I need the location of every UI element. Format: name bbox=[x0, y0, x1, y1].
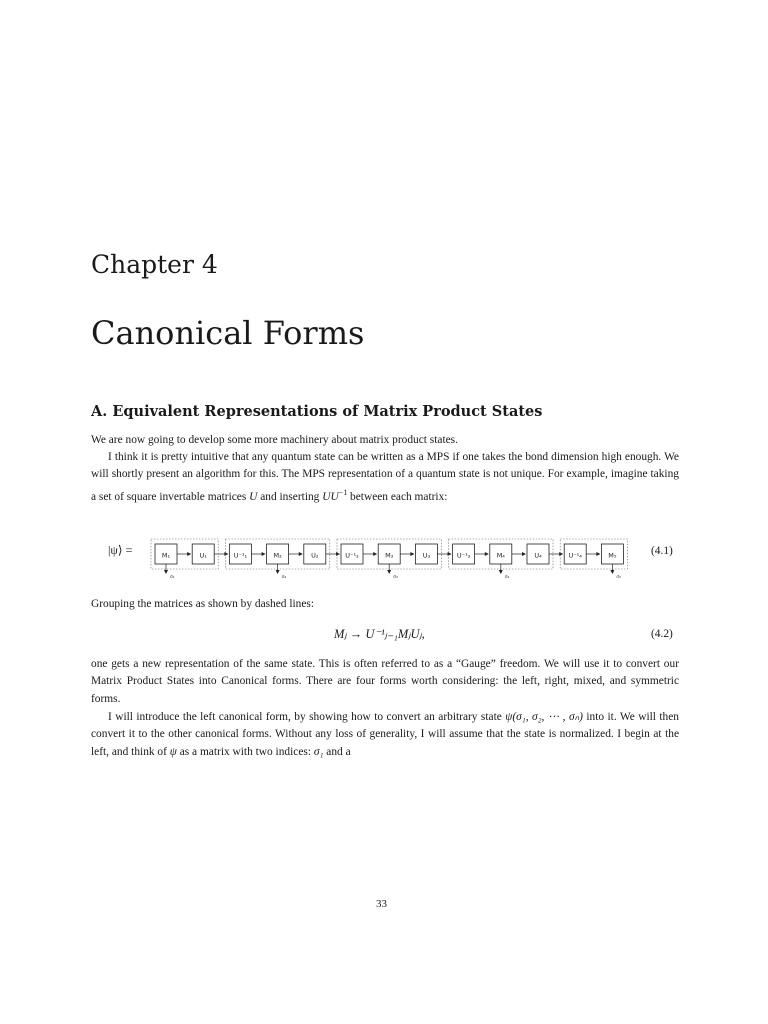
physical-leg-arrow-3 bbox=[499, 570, 503, 574]
p5-text-1: I will introduce the left canonical form, by showing how to convert an arbitrary state bbox=[108, 711, 506, 723]
paragraph-gauge-freedom: one gets a new representation of the same state. This is often referred to as a “Gauge” freedom. We will use it to convert our Matrix Product States into Canonical forms. There are four forms worth considering: the left, right, mixed, and symmetric forms. bbox=[91, 658, 679, 705]
bond-arrow-1 bbox=[224, 552, 228, 556]
p2-text-2: and inserting bbox=[257, 490, 323, 503]
mps-diagram-svg bbox=[149, 535, 709, 585]
tensor-label-1: U₁ bbox=[199, 551, 207, 560]
tensor-label-11: U⁻¹₄ bbox=[568, 551, 582, 560]
bond-arrow-8 bbox=[485, 552, 489, 556]
physical-leg-label-3: σ₄ bbox=[504, 575, 510, 580]
p5-math-state: ψ(σ₁, σ₂, ⋯ , σₙ) bbox=[505, 711, 583, 723]
tensor-label-4: U₂ bbox=[311, 551, 319, 560]
physical-leg-label-4: σ₅ bbox=[616, 575, 622, 580]
p5-math-sigma: σ₁ bbox=[313, 745, 324, 758]
paragraph-left-canonical bbox=[91, 709, 679, 761]
physical-leg-label-2: σ₃ bbox=[393, 575, 398, 580]
tensor-label-3: M₂ bbox=[273, 551, 282, 560]
tensor-label-2: U⁻¹₁ bbox=[233, 551, 248, 560]
tensor-label-6: M₃ bbox=[385, 551, 394, 560]
bond-arrow-5 bbox=[373, 552, 377, 556]
bond-arrow-0 bbox=[187, 552, 191, 556]
tensor-label-7: U₃ bbox=[422, 551, 431, 560]
p2-math-inverse: −1 bbox=[338, 487, 348, 497]
tensor-label-5: U⁻¹₂ bbox=[345, 551, 359, 560]
bond-arrow-6 bbox=[410, 552, 414, 556]
physical-leg-arrow-2 bbox=[387, 570, 391, 574]
tensor-label-10: U₄ bbox=[534, 551, 542, 560]
bond-arrow-3 bbox=[299, 552, 303, 556]
tensor-label-8: U⁻¹₃ bbox=[456, 551, 471, 560]
equation-gauge-transform: Mⱼ → U⁻¹ⱼ₋₁MⱼUⱼ, bbox=[334, 627, 425, 641]
p5-text-4: and a bbox=[323, 745, 351, 758]
bond-arrow-10 bbox=[559, 552, 563, 556]
bond-arrow-11 bbox=[596, 552, 600, 556]
section-heading: A. Equivalent Representations of Matrix Product States bbox=[91, 403, 543, 420]
paragraph-grouping: Grouping the matrices as shown by dashed lines: bbox=[91, 598, 315, 610]
mps-diagram bbox=[91, 535, 679, 585]
p5-math-psi: ψ bbox=[169, 745, 177, 758]
p5-text-3: as a matrix with two indices: bbox=[176, 745, 314, 758]
p5-text-2: into it. We will then convert it to the other canonical forms. Without any loss of generality, I will assume that the state is normalized. I begin at the left, and think of bbox=[91, 711, 679, 758]
psi-ket-label: |ψ⟩ = bbox=[108, 543, 133, 557]
p2-math-UU: UU bbox=[322, 490, 339, 503]
p2-text-3: between each matrix: bbox=[347, 490, 448, 503]
physical-leg-label-0: σ₁ bbox=[170, 575, 175, 580]
equation-number-4-2: (4.2) bbox=[651, 628, 673, 640]
paragraph-intro: We are now going to develop some more machinery about matrix product states. bbox=[91, 434, 458, 446]
chapter-title: Canonical Forms bbox=[91, 314, 365, 352]
physical-leg-label-1: σ₂ bbox=[281, 575, 287, 580]
bond-arrow-7 bbox=[448, 552, 452, 556]
tensor-label-12: M₅ bbox=[608, 551, 617, 560]
p2-math-U: U bbox=[249, 490, 258, 503]
page-number: 33 bbox=[376, 898, 387, 910]
chapter-label: Chapter 4 bbox=[91, 250, 218, 279]
physical-leg-arrow-4 bbox=[610, 570, 614, 574]
physical-leg-arrow-0 bbox=[164, 570, 168, 574]
equation-number-4-1: (4.1) bbox=[651, 545, 673, 557]
tensor-label-9: M₄ bbox=[496, 551, 505, 560]
bond-arrow-9 bbox=[522, 552, 526, 556]
paragraph-gauge-intro bbox=[91, 449, 679, 506]
tensor-label-0: M₁ bbox=[161, 551, 171, 560]
bond-arrow-4 bbox=[336, 552, 340, 556]
bond-arrow-2 bbox=[262, 552, 266, 556]
p2-text-1: I think it is pretty intuitive that any quantum state can be written as a MPS if one takes the bond dimension high enough. We will shortly present an algorithm for this. The MPS representation of a quantum state is not unique. For example, imagine taking a set of square invertable matrices bbox=[91, 451, 679, 503]
physical-leg-arrow-1 bbox=[276, 570, 280, 574]
